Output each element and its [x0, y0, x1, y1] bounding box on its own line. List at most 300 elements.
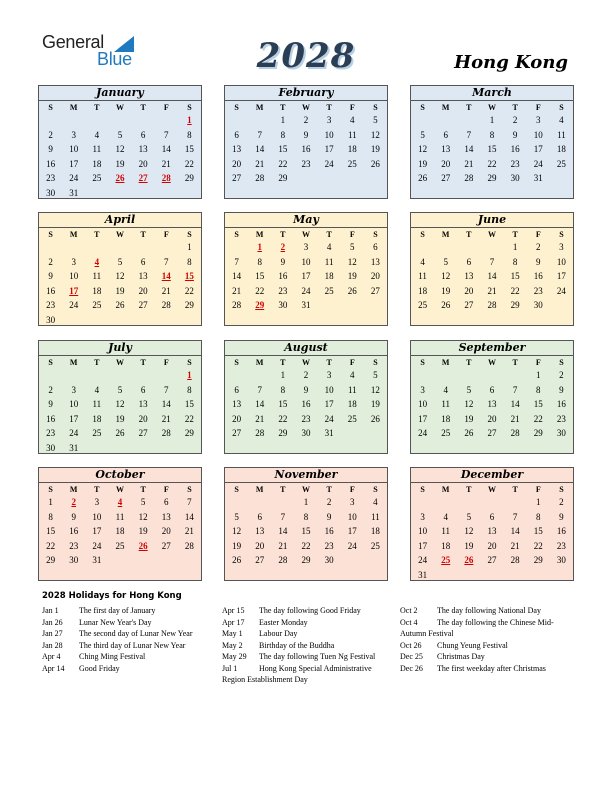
empty-cell [132, 186, 155, 201]
day-cell: 1 [512, 242, 518, 253]
day-cell: 9 [326, 511, 332, 522]
day-cell: 11 [115, 511, 125, 522]
weekday-header: M [69, 484, 78, 494]
holiday-day-cell: 17 [69, 285, 79, 296]
weekday-header: S [559, 484, 564, 494]
day-cell: 14 [278, 526, 288, 537]
weekday-header: W [487, 484, 496, 494]
day-cell: 17 [69, 158, 79, 169]
weekday-header: T [94, 229, 100, 239]
day-cell: 28 [161, 300, 171, 311]
day-cell: 20 [232, 413, 242, 424]
empty-cell [527, 568, 550, 583]
month-march [410, 85, 574, 199]
day-cell: 29 [184, 428, 194, 439]
empty-cell [155, 240, 178, 255]
month-november [224, 467, 388, 581]
weekday-header: S [559, 357, 564, 367]
day-cell: 19 [115, 158, 125, 169]
holiday-name: The first weekday after Christmas [437, 663, 546, 673]
weekday-header: S [187, 229, 192, 239]
empty-cell [132, 368, 155, 383]
day-cell: 9 [48, 399, 53, 410]
day-cell: 22 [278, 158, 288, 169]
day-cell: 6 [489, 511, 495, 522]
empty-cell [411, 113, 434, 128]
empty-cell [411, 368, 434, 383]
weekday-header: T [94, 484, 100, 494]
weekday-header: T [94, 102, 100, 112]
empty-cell [62, 313, 85, 328]
day-cell: 11 [324, 256, 334, 267]
empty-cell [155, 313, 178, 328]
day-cell: 9 [303, 129, 309, 140]
empty-cell [341, 553, 364, 568]
empty-cell [248, 368, 271, 383]
holiday-name: Lunar New Year's Day [79, 617, 152, 627]
day-cell: 21 [487, 285, 497, 296]
month-july [38, 340, 202, 454]
day-cell: 13 [138, 271, 148, 282]
weekday-header: M [255, 484, 264, 494]
day-cell: 16 [278, 271, 288, 282]
day-cell: 13 [138, 144, 148, 155]
day-cell: 16 [324, 526, 334, 537]
empty-cell [434, 240, 457, 255]
day-cell: 7 [512, 511, 518, 522]
day-cell: 19 [115, 413, 125, 424]
day-cell: 1 [489, 115, 495, 126]
empty-cell [132, 113, 155, 128]
day-cell: 26 [418, 173, 428, 184]
empty-cell [504, 568, 527, 583]
day-cell: 22 [184, 285, 194, 296]
day-cell: 24 [347, 540, 357, 551]
weekday-header: S [559, 102, 564, 112]
empty-cell [341, 171, 364, 186]
day-cell: 24 [69, 428, 79, 439]
holiday-entry [222, 651, 392, 663]
empty-cell [39, 368, 62, 383]
weekday-header: M [441, 357, 450, 367]
day-cell: 13 [138, 399, 148, 410]
holiday-column [222, 605, 392, 686]
holiday-name: Labour Day [259, 629, 298, 638]
day-cell: 22 [533, 540, 543, 551]
holiday-day-cell: 25 [441, 555, 451, 566]
day-cell: 29 [278, 428, 288, 439]
day-cell: 19 [370, 144, 380, 155]
day-cell: 15 [533, 399, 543, 410]
day-cell: 7 [280, 511, 286, 522]
weekday-header: F [535, 229, 541, 239]
holiday-date: Apr 17 [222, 617, 245, 627]
weekday-header: F [163, 102, 169, 112]
holiday-name: Christmas Day [437, 652, 485, 661]
day-cell: 18 [92, 158, 102, 169]
empty-cell [294, 171, 317, 186]
empty-cell [178, 553, 201, 568]
holiday-date: Dec 26 [400, 663, 423, 673]
day-cell: 18 [370, 526, 380, 537]
weekday-header: W [487, 357, 496, 367]
day-cell: 31 [92, 555, 102, 566]
day-cell: 7 [489, 256, 495, 267]
day-cell: 19 [464, 413, 474, 424]
day-cell: 27 [487, 555, 497, 566]
month-name: December [411, 468, 573, 483]
day-cell: 23 [510, 158, 520, 169]
empty-cell [132, 313, 155, 328]
day-cell: 23 [324, 540, 334, 551]
day-cell: 18 [441, 540, 451, 551]
holiday-entry [222, 663, 392, 686]
weekday-header: S [48, 484, 53, 494]
day-cell: 17 [69, 413, 79, 424]
day-cell: 13 [232, 399, 242, 410]
day-cell: 7 [466, 129, 472, 140]
empty-cell [271, 495, 294, 510]
day-cell: 4 [420, 256, 425, 267]
weekday-header: S [420, 229, 425, 239]
day-cell: 28 [278, 555, 288, 566]
empty-cell [178, 313, 201, 328]
day-cell: 25 [347, 413, 357, 424]
day-cell: 2 [48, 129, 53, 140]
empty-cell [364, 426, 387, 441]
day-cell: 24 [301, 285, 311, 296]
day-cell: 7 [257, 129, 262, 140]
holiday-date: Jan 1 [42, 606, 59, 615]
day-cell: 6 [140, 129, 146, 140]
empty-cell [178, 186, 201, 201]
day-cell: 7 [187, 497, 192, 508]
day-cell: 16 [46, 413, 56, 424]
month-may [224, 212, 388, 326]
day-cell: 18 [347, 399, 357, 410]
holiday-date: May 29 [222, 652, 247, 661]
weekday-header: M [255, 102, 264, 112]
empty-cell [85, 368, 108, 383]
month-name: November [225, 468, 387, 483]
empty-cell [178, 441, 201, 456]
empty-cell [480, 495, 503, 510]
weekday-header: W [301, 102, 310, 112]
day-cell: 6 [373, 242, 378, 253]
day-cell: 11 [418, 271, 427, 282]
day-cell: 29 [487, 173, 497, 184]
day-cell: 5 [373, 115, 378, 126]
day-cell: 5 [466, 384, 472, 395]
weekday-header: T [326, 357, 332, 367]
day-cell: 6 [140, 384, 146, 395]
day-cell: 23 [556, 540, 566, 551]
day-cell: 31 [69, 442, 79, 453]
day-cell: 26 [347, 285, 357, 296]
weekday-header: T [280, 484, 286, 494]
day-cell: 12 [115, 271, 125, 282]
empty-cell [550, 298, 573, 313]
day-cell: 27 [138, 300, 148, 311]
day-cell: 6 [140, 256, 146, 267]
day-cell: 8 [536, 384, 541, 395]
day-cell: 26 [232, 555, 242, 566]
day-cell: 8 [280, 129, 286, 140]
day-cell: 26 [115, 300, 125, 311]
weekday-header: T [140, 484, 146, 494]
day-cell: 13 [487, 399, 497, 410]
day-cell: 11 [92, 144, 102, 155]
day-cell: 12 [464, 526, 474, 537]
weekday-header: S [420, 484, 425, 494]
empty-cell [457, 113, 480, 128]
day-cell: 6 [443, 129, 448, 140]
day-cell: 29 [533, 428, 543, 439]
weekday-header: T [512, 102, 518, 112]
day-cell: 10 [324, 129, 334, 140]
day-cell: 23 [69, 540, 79, 551]
day-cell: 7 [164, 256, 169, 267]
day-cell: 24 [69, 300, 79, 311]
day-cell: 10 [418, 399, 428, 410]
day-cell: 20 [138, 158, 148, 169]
day-cell: 8 [512, 256, 518, 267]
holiday-name: Good Friday [79, 663, 120, 673]
month-name: January [39, 86, 201, 101]
day-cell: 30 [46, 187, 56, 198]
weekday-header: F [163, 484, 169, 494]
holiday-day-cell: 26 [464, 555, 474, 566]
weekday-header: T [280, 229, 286, 239]
weekday-header: T [280, 357, 286, 367]
day-cell: 10 [92, 511, 102, 522]
holiday-day-cell: 28 [161, 173, 171, 184]
holiday-day-cell: 4 [94, 256, 100, 267]
holiday-column [400, 605, 575, 674]
day-cell: 17 [92, 526, 102, 537]
weekday-header: S [187, 102, 192, 112]
holiday-name: The second day of Lunar New Year [79, 629, 193, 638]
weekday-header: F [349, 229, 355, 239]
day-cell: 30 [46, 314, 56, 325]
day-cell: 15 [278, 399, 288, 410]
empty-cell [504, 495, 527, 510]
day-cell: 1 [280, 370, 286, 381]
day-cell: 4 [350, 115, 355, 126]
holiday-name: Easter Monday [259, 617, 308, 627]
day-cell: 3 [326, 370, 332, 381]
empty-cell [434, 568, 457, 583]
day-cell: 19 [418, 158, 428, 169]
holiday-name: Hong Kong Special Administrative Region Establishment Day [222, 663, 372, 684]
day-cell: 10 [556, 256, 566, 267]
weekday-header: T [512, 229, 518, 239]
day-cell: 7 [512, 384, 518, 395]
holiday-day-cell: 2 [71, 497, 76, 508]
weekday-header: F [349, 357, 355, 367]
day-cell: 8 [257, 256, 262, 267]
day-cell: 1 [48, 497, 53, 508]
day-cell: 22 [255, 285, 265, 296]
day-cell: 25 [92, 300, 102, 311]
empty-cell [85, 441, 108, 456]
weekday-header: F [349, 102, 355, 112]
day-cell: 22 [278, 413, 288, 424]
holiday-entry [222, 605, 392, 617]
weekday-header: T [512, 357, 518, 367]
holiday-date: May 2 [222, 640, 243, 650]
empty-cell [39, 240, 62, 255]
holiday-day-cell: 2 [280, 242, 286, 253]
day-cell: 26 [370, 158, 380, 169]
weekday-header: T [466, 484, 472, 494]
month-name: April [39, 213, 201, 228]
day-cell: 4 [373, 497, 378, 508]
empty-cell [434, 368, 457, 383]
holiday-date: Jan 26 [42, 617, 63, 627]
day-cell: 19 [441, 285, 451, 296]
month-name: March [411, 86, 573, 101]
empty-cell [62, 368, 85, 383]
day-cell: 5 [140, 497, 146, 508]
day-cell: 27 [138, 428, 148, 439]
day-cell: 9 [559, 384, 564, 395]
day-cell: 14 [510, 399, 520, 410]
day-cell: 22 [487, 158, 497, 169]
day-cell: 16 [69, 526, 79, 537]
month-september [410, 340, 574, 454]
day-cell: 18 [347, 144, 357, 155]
day-cell: 15 [533, 526, 543, 537]
holiday-day-cell: 14 [161, 271, 171, 282]
day-cell: 2 [48, 256, 53, 267]
day-cell: 24 [533, 158, 543, 169]
weekday-header: T [466, 357, 472, 367]
day-cell: 11 [557, 129, 566, 140]
empty-cell [85, 113, 108, 128]
weekday-header: T [326, 229, 332, 239]
empty-cell [457, 368, 480, 383]
day-cell: 31 [533, 173, 543, 184]
day-cell: 13 [255, 526, 265, 537]
day-cell: 2 [559, 370, 564, 381]
weekday-header: T [280, 102, 286, 112]
day-cell: 5 [466, 511, 472, 522]
day-cell: 2 [512, 115, 518, 126]
day-cell: 18 [324, 271, 334, 282]
holiday-entry [400, 663, 575, 675]
day-cell: 17 [533, 144, 543, 155]
day-cell: 8 [489, 129, 495, 140]
day-cell: 10 [69, 271, 79, 282]
month-name: June [411, 213, 573, 228]
day-cell: 19 [232, 540, 242, 551]
weekday-header: W [301, 357, 310, 367]
weekday-header: M [441, 484, 450, 494]
day-cell: 5 [420, 129, 425, 140]
day-cell: 12 [115, 399, 125, 410]
day-cell: 28 [510, 555, 520, 566]
weekday-header: T [140, 357, 146, 367]
day-cell: 22 [533, 413, 543, 424]
day-cell: 2 [326, 497, 332, 508]
day-cell: 21 [232, 285, 242, 296]
empty-cell [225, 113, 248, 128]
weekday-header: M [69, 229, 78, 239]
day-cell: 13 [232, 144, 242, 155]
holiday-date: Oct 4 [400, 617, 418, 627]
logo-text-general: General [42, 32, 104, 52]
holiday-day-cell: 15 [184, 271, 194, 282]
holiday-day-cell: 26 [138, 540, 148, 551]
empty-cell [85, 240, 108, 255]
day-cell: 10 [324, 384, 334, 395]
day-cell: 16 [556, 526, 566, 537]
day-cell: 20 [441, 158, 451, 169]
weekday-header: W [115, 102, 124, 112]
day-cell: 30 [510, 173, 520, 184]
empty-cell [155, 553, 178, 568]
day-cell: 14 [255, 399, 265, 410]
day-cell: 28 [232, 300, 242, 311]
weekday-header: T [326, 102, 332, 112]
month-name: February [225, 86, 387, 101]
day-cell: 25 [324, 285, 334, 296]
day-cell: 26 [464, 428, 474, 439]
day-cell: 7 [234, 256, 239, 267]
day-cell: 3 [71, 384, 76, 395]
day-cell: 5 [443, 256, 448, 267]
weekday-header: S [187, 357, 192, 367]
weekday-header: T [466, 102, 472, 112]
day-cell: 30 [278, 300, 288, 311]
weekday-header: W [487, 102, 496, 112]
weekday-header: S [234, 484, 239, 494]
month-name: August [225, 341, 387, 356]
day-cell: 4 [350, 370, 355, 381]
day-cell: 24 [418, 428, 428, 439]
empty-cell [248, 113, 271, 128]
day-cell: 22 [510, 285, 520, 296]
day-cell: 5 [234, 511, 239, 522]
day-cell: 19 [347, 271, 357, 282]
weekday-header: W [115, 229, 124, 239]
day-cell: 19 [115, 285, 125, 296]
day-cell: 21 [278, 540, 288, 551]
empty-cell [225, 495, 248, 510]
day-cell: 8 [48, 511, 53, 522]
empty-cell [132, 240, 155, 255]
weekday-header: S [373, 484, 378, 494]
day-cell: 23 [301, 158, 311, 169]
holiday-name: The day following the Chinese Mid-Autumn Festival [400, 617, 554, 638]
day-cell: 21 [510, 540, 520, 551]
empty-cell [225, 240, 248, 255]
day-cell: 12 [232, 526, 242, 537]
day-cell: 9 [280, 256, 286, 267]
day-cell: 15 [301, 526, 311, 537]
holiday-name: The day following National Day [437, 606, 541, 615]
empty-cell [550, 568, 573, 583]
day-cell: 17 [301, 271, 311, 282]
empty-cell [85, 313, 108, 328]
day-cell: 2 [303, 370, 309, 381]
holiday-column [42, 605, 207, 674]
empty-cell [108, 186, 131, 201]
day-cell: 16 [46, 285, 56, 296]
weekday-header: F [163, 357, 169, 367]
day-cell: 28 [487, 300, 497, 311]
